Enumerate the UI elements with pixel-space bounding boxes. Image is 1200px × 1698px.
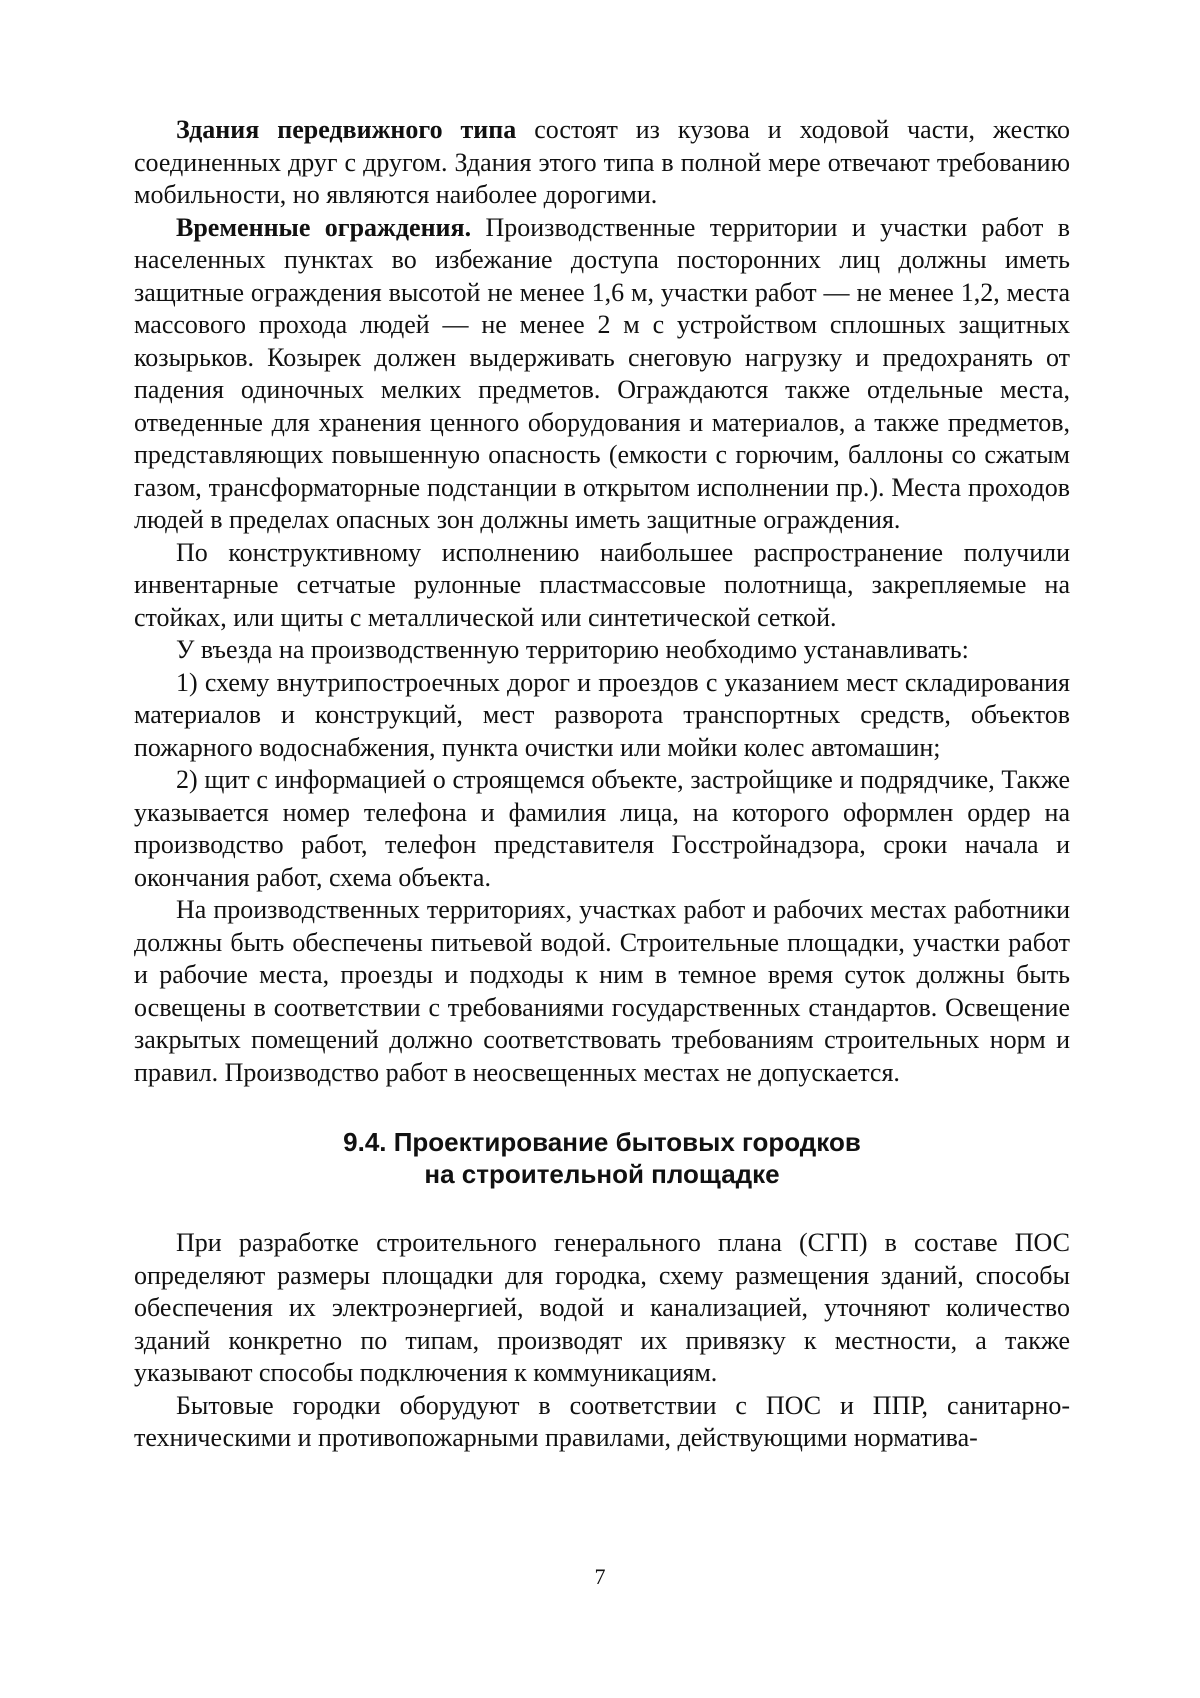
list-item-road-scheme — [134, 667, 1070, 765]
paragraph-text: При разработке строительного генерального плана (СГП) в составе ПОС определяют размеры площадки для городка, схему размещения зданий, способы обеспечения их электроэнергией, водой и канализацией, уточняют количество зданий конкретно по типам, производят их привязку к местности, а также указывают способы подключения к коммуникациям. — [134, 1228, 1070, 1387]
paragraph-temporary-fences — [134, 212, 1070, 537]
section-heading-line-1: 9.4. Проектирование бытовых городков — [343, 1127, 861, 1157]
paragraph-water-lighting — [134, 894, 1070, 1089]
paragraph-text: 2) щит с информацией о строящемся объекте, застройщике и подрядчике, Также указывается номер телефона и фамилия лица, на которого оформлен ордер на производство работ, телефон представителя Госстройнадзора, сроки начала и окончания работ, схема объекта. — [134, 765, 1070, 892]
page-number: 7 — [594, 1564, 606, 1589]
paragraph-text: По конструктивному исполнению наибольшее распространение получили инвентарные сетчатые рулонные пластмассовые полотнища, закрепляемые на стойках, или щиты с металлической или синтетической сеткой. — [134, 537, 1070, 632]
paragraph-fence-construction — [134, 537, 1070, 635]
paragraph-camp-equipment — [134, 1390, 1070, 1455]
paragraph-text: На производственных территориях, участках работ и рабочих местах работники должны быть обеспечены питьевой водой. Строительные площадки, участки работ и рабочие места, проезды и подходы к ним в темное время суток должны быть освещены в соответствии с требованиями государственных стандартов. Освещение закрытых помещений должно соответствовать требованиям строительных норм и правил. Производство работ в неосвещенных местах не допускается. — [134, 895, 1070, 1087]
document-page — [134, 114, 1070, 1455]
paragraph-sgp-design — [134, 1227, 1070, 1390]
paragraph-text: У въезда на производственную территорию необходимо устанавливать: — [176, 635, 969, 664]
section-heading-line-2: на строительной площадке — [424, 1159, 780, 1189]
paragraph-text: Производственные территории и участки работ в населенных пунктах во избежание доступа посторонних лиц должны иметь защитные ограждения высотой не менее 1,6 м, участки работ — не менее 1,2, места массового прохода людей — не менее 2 м с устройством сплошных защитных козырьков. Козырек должен выдерживать снеговую нагрузку и предохранять от падения одиночных мелких предметов. Ограждаются также отдельные места, отведенные для хранения ценного оборудования и материалов, а также предметов, представляющих повышенную опасность (емкости с горючим, баллоны со сжатым газом, трансформаторные подстанции в открытом исполнении пр.). Места проходов людей в пределах опасных зон должны иметь защитные ограждения. — [134, 212, 1070, 534]
paragraph-lead: Здания передвижного типа — [176, 115, 517, 144]
paragraph-text: 1) схему внутрипостроечных дорог и проездов с указанием мест складирования материалов и конструкций, мест разворота транспортных средств, объектов пожарного водоснабжения, пункта очистки или мойки колес автомашин; — [134, 667, 1070, 762]
paragraph-mobile-buildings — [134, 114, 1070, 212]
paragraph-entrance-requirements — [134, 634, 1070, 667]
paragraph-text: Бытовые городки оборудуют в соответствии с ПОС и ППР, санитарно-техническими и противопожарными правилами, действующими норматива- — [134, 1390, 1070, 1452]
section-heading — [134, 1126, 1070, 1190]
paragraph-text: состоят из кузова и ходовой части, жестко соединенных друг с другом. Здания этого типа в полной мере отвечают требованию мобильности, но являются наиболее дорогими. — [134, 115, 1070, 209]
list-item-info-board — [134, 764, 1070, 894]
paragraph-lead: Временные ограждения. — [176, 212, 472, 242]
